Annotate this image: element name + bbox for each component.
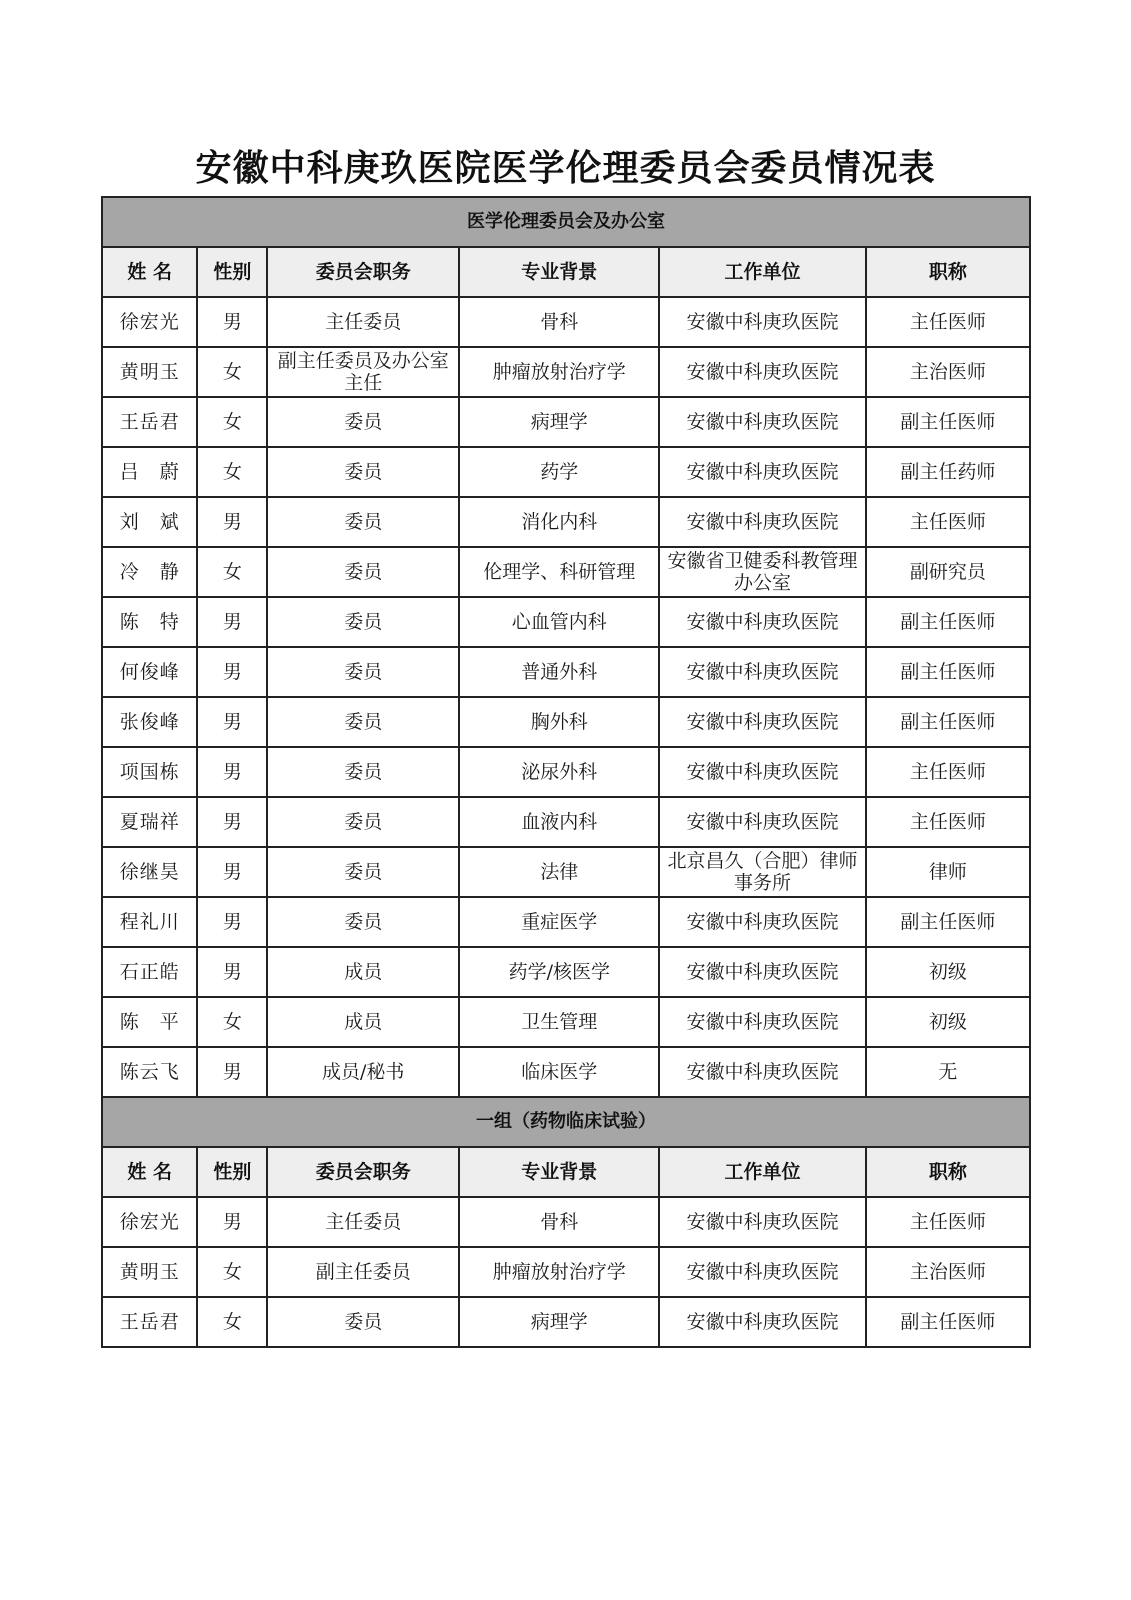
column-header-committee-role: 委员会职务 <box>267 247 459 297</box>
committee-table <box>101 196 1031 1348</box>
cell-name: 陈 特 <box>102 597 197 647</box>
cell-committee-role: 委员 <box>267 597 459 647</box>
cell-committee-role: 委员 <box>267 697 459 747</box>
cell-title: 律师 <box>866 847 1030 897</box>
cell-specialty: 药学/核医学 <box>459 947 659 997</box>
cell-gender: 男 <box>197 497 267 547</box>
cell-committee-role: 成员/秘书 <box>267 1047 459 1097</box>
cell-gender: 男 <box>197 697 267 747</box>
cell-name: 夏瑞祥 <box>102 797 197 847</box>
cell-committee-role: 副主任委员及办公室主任 <box>267 347 459 397</box>
cell-committee-role: 委员 <box>267 797 459 847</box>
cell-title: 主任医师 <box>866 497 1030 547</box>
cell-gender: 女 <box>197 1247 267 1297</box>
cell-title: 副主任医师 <box>866 647 1030 697</box>
cell-name: 王岳君 <box>102 397 197 447</box>
cell-specialty: 病理学 <box>459 397 659 447</box>
cell-work-unit: 安徽中科庚玖医院 <box>659 397 865 447</box>
cell-title: 副主任医师 <box>866 697 1030 747</box>
cell-gender: 男 <box>197 297 267 347</box>
cell-committee-role: 委员 <box>267 397 459 447</box>
table-row <box>102 1047 1030 1097</box>
column-header-committee-role: 委员会职务 <box>267 1147 459 1197</box>
cell-work-unit: 安徽中科庚玖医院 <box>659 447 865 497</box>
cell-specialty: 伦理学、科研管理 <box>459 547 659 597</box>
cell-specialty: 卫生管理 <box>459 997 659 1047</box>
cell-work-unit: 安徽中科庚玖医院 <box>659 1197 865 1247</box>
cell-title: 主治医师 <box>866 347 1030 397</box>
table-row <box>102 397 1030 447</box>
cell-committee-role: 委员 <box>267 497 459 547</box>
cell-committee-role: 成员 <box>267 947 459 997</box>
cell-gender: 女 <box>197 997 267 1047</box>
table-row <box>102 697 1030 747</box>
cell-gender: 男 <box>197 847 267 897</box>
cell-name: 徐宏光 <box>102 1197 197 1247</box>
cell-gender: 女 <box>197 447 267 497</box>
cell-specialty: 泌尿外科 <box>459 747 659 797</box>
cell-work-unit: 安徽省卫健委科教管理办公室 <box>659 547 865 597</box>
cell-title: 无 <box>866 1047 1030 1097</box>
cell-specialty: 骨科 <box>459 1197 659 1247</box>
cell-work-unit: 安徽中科庚玖医院 <box>659 697 865 747</box>
cell-gender: 女 <box>197 397 267 447</box>
table-row <box>102 297 1030 347</box>
cell-name: 陈 平 <box>102 997 197 1047</box>
cell-specialty: 法律 <box>459 847 659 897</box>
cell-work-unit: 安徽中科庚玖医院 <box>659 1247 865 1297</box>
table-row <box>102 747 1030 797</box>
column-header-title: 职称 <box>866 247 1030 297</box>
cell-committee-role: 成员 <box>267 997 459 1047</box>
cell-specialty: 病理学 <box>459 1297 659 1347</box>
cell-title: 副主任药师 <box>866 447 1030 497</box>
table-header-row <box>102 1147 1030 1197</box>
table-row <box>102 497 1030 547</box>
cell-name: 冷 静 <box>102 547 197 597</box>
cell-specialty: 肿瘤放射治疗学 <box>459 1247 659 1297</box>
section-heading: 一组（药物临床试验） <box>102 1097 1030 1147</box>
table-header-row <box>102 247 1030 297</box>
cell-specialty: 骨科 <box>459 297 659 347</box>
cell-work-unit: 安徽中科庚玖医院 <box>659 347 865 397</box>
cell-gender: 男 <box>197 647 267 697</box>
cell-specialty: 重症医学 <box>459 897 659 947</box>
cell-committee-role: 委员 <box>267 447 459 497</box>
cell-committee-role: 委员 <box>267 897 459 947</box>
cell-gender: 女 <box>197 547 267 597</box>
cell-gender: 男 <box>197 597 267 647</box>
cell-name: 吕 蔚 <box>102 447 197 497</box>
table-row <box>102 1297 1030 1347</box>
cell-title: 初级 <box>866 947 1030 997</box>
cell-committee-role: 主任委员 <box>267 1197 459 1247</box>
table-row <box>102 547 1030 597</box>
cell-work-unit: 安徽中科庚玖医院 <box>659 497 865 547</box>
cell-specialty: 普通外科 <box>459 647 659 697</box>
cell-work-unit: 安徽中科庚玖医院 <box>659 947 865 997</box>
cell-committee-role: 委员 <box>267 847 459 897</box>
cell-work-unit: 安徽中科庚玖医院 <box>659 1297 865 1347</box>
cell-name: 王岳君 <box>102 1297 197 1347</box>
cell-title: 副主任医师 <box>866 1297 1030 1347</box>
cell-committee-role: 委员 <box>267 647 459 697</box>
cell-name: 徐宏光 <box>102 297 197 347</box>
table-row <box>102 347 1030 397</box>
table-row <box>102 647 1030 697</box>
column-header-title: 职称 <box>866 1147 1030 1197</box>
cell-title: 主任医师 <box>866 747 1030 797</box>
cell-work-unit: 安徽中科庚玖医院 <box>659 747 865 797</box>
cell-gender: 男 <box>197 1197 267 1247</box>
cell-gender: 男 <box>197 747 267 797</box>
cell-name: 徐继昊 <box>102 847 197 897</box>
cell-title: 副主任医师 <box>866 397 1030 447</box>
cell-title: 副研究员 <box>866 547 1030 597</box>
column-header-name: 姓 名 <box>102 247 197 297</box>
cell-gender: 男 <box>197 1047 267 1097</box>
cell-name: 程礼川 <box>102 897 197 947</box>
cell-work-unit: 北京昌久（合肥）律师事务所 <box>659 847 865 897</box>
cell-work-unit: 安徽中科庚玖医院 <box>659 997 865 1047</box>
cell-gender: 男 <box>197 897 267 947</box>
cell-title: 初级 <box>866 997 1030 1047</box>
cell-gender: 女 <box>197 1297 267 1347</box>
table-body <box>102 197 1030 1347</box>
section-heading: 医学伦理委员会及办公室 <box>102 197 1030 247</box>
cell-title: 主任医师 <box>866 797 1030 847</box>
table-row <box>102 897 1030 947</box>
cell-work-unit: 安徽中科庚玖医院 <box>659 797 865 847</box>
column-header-specialty: 专业背景 <box>459 247 659 297</box>
page-title: 安徽中科庚玖医院医学伦理委员会委员情况表 <box>195 148 936 189</box>
cell-name: 张俊峰 <box>102 697 197 747</box>
table-row <box>102 1197 1030 1247</box>
cell-committee-role: 主任委员 <box>267 297 459 347</box>
table-row <box>102 447 1030 497</box>
column-header-gender: 性别 <box>197 1147 267 1197</box>
column-header-gender: 性别 <box>197 247 267 297</box>
section-heading-row <box>102 1097 1030 1147</box>
cell-work-unit: 安徽中科庚玖医院 <box>659 647 865 697</box>
cell-gender: 男 <box>197 947 267 997</box>
cell-name: 陈云飞 <box>102 1047 197 1097</box>
cell-work-unit: 安徽中科庚玖医院 <box>659 1047 865 1097</box>
section-heading-row <box>102 197 1030 247</box>
cell-name: 何俊峰 <box>102 647 197 697</box>
column-header-work-unit: 工作单位 <box>659 247 865 297</box>
column-header-name: 姓 名 <box>102 1147 197 1197</box>
cell-specialty: 临床医学 <box>459 1047 659 1097</box>
cell-committee-role: 委员 <box>267 747 459 797</box>
cell-title: 副主任医师 <box>866 597 1030 647</box>
table-row <box>102 947 1030 997</box>
table-row <box>102 1247 1030 1297</box>
cell-specialty: 肿瘤放射治疗学 <box>459 347 659 397</box>
cell-specialty: 消化内科 <box>459 497 659 547</box>
cell-name: 石正皓 <box>102 947 197 997</box>
cell-committee-role: 副主任委员 <box>267 1247 459 1297</box>
cell-title: 主治医师 <box>866 1247 1030 1297</box>
cell-specialty: 药学 <box>459 447 659 497</box>
cell-committee-role: 委员 <box>267 547 459 597</box>
cell-title: 副主任医师 <box>866 897 1030 947</box>
cell-name: 黄明玉 <box>102 1247 197 1297</box>
cell-name: 项国栋 <box>102 747 197 797</box>
table-row <box>102 797 1030 847</box>
table-row <box>102 997 1030 1047</box>
cell-work-unit: 安徽中科庚玖医院 <box>659 297 865 347</box>
column-header-specialty: 专业背景 <box>459 1147 659 1197</box>
table-row <box>102 847 1030 897</box>
cell-work-unit: 安徽中科庚玖医院 <box>659 897 865 947</box>
cell-committee-role: 委员 <box>267 1297 459 1347</box>
cell-title: 主任医师 <box>866 297 1030 347</box>
cell-title: 主任医师 <box>866 1197 1030 1247</box>
table-row <box>102 597 1030 647</box>
cell-name: 刘 斌 <box>102 497 197 547</box>
cell-work-unit: 安徽中科庚玖医院 <box>659 597 865 647</box>
cell-specialty: 心血管内科 <box>459 597 659 647</box>
cell-name: 黄明玉 <box>102 347 197 397</box>
cell-gender: 女 <box>197 347 267 397</box>
cell-specialty: 胸外科 <box>459 697 659 747</box>
cell-gender: 男 <box>197 797 267 847</box>
column-header-work-unit: 工作单位 <box>659 1147 865 1197</box>
cell-specialty: 血液内科 <box>459 797 659 847</box>
